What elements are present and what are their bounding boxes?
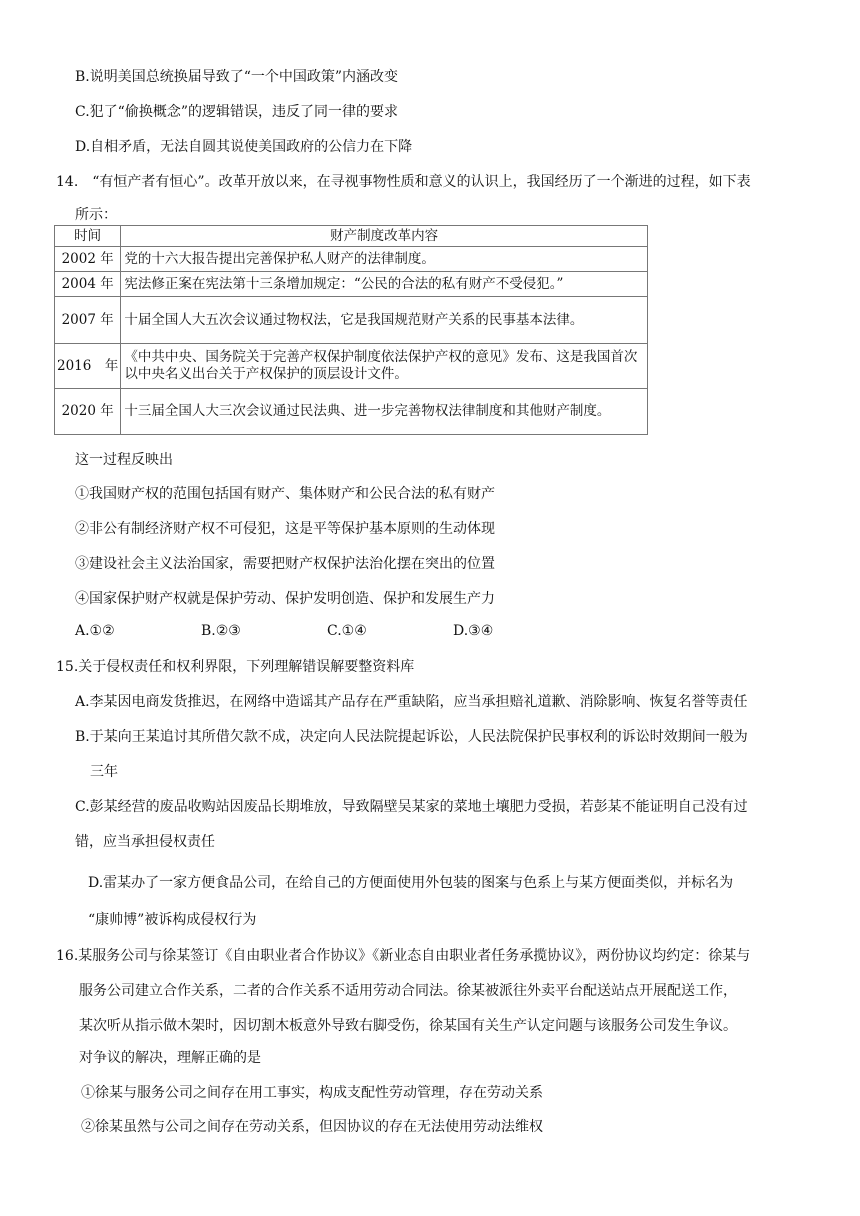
table-header-content: 财产制度改革内容 — [121, 226, 648, 247]
q16-line3: 某次听从指示做木架时，因切割木板意外导致右脚受伤，徐某国有关生产认定问题与该服务公司发生争议。 — [79, 1018, 737, 1034]
q15-option-b-cont: 三年 — [90, 764, 118, 780]
table-row — [55, 297, 648, 344]
q14-option-c: C.①④ — [327, 623, 367, 639]
property-reform-table — [54, 225, 648, 435]
q13-option-c: C.犯了“偷换概念”的逻辑错误，违反了同一律的要求 — [75, 104, 398, 120]
q16-line1: 16.某服务公司与徐某签订《自由职业者合作协议》《新业态自由职业者任务承揽协议》，两份协议均约定：徐某与 — [56, 948, 751, 964]
table-row — [55, 344, 648, 389]
table-cell-year: 2004 年 — [55, 272, 121, 297]
q14-item-4: ④国家保护财产权就是保护劳动、保护发明创造、保护和发展生产力 — [75, 591, 495, 607]
table-cell-content: 《中共中央、国务院关于完善产权保护制度依法保护产权的意见》发布、这是我国首次以中央名义出台关于产权保护的顶层设计文件。 — [121, 344, 648, 389]
q14-stem-line1: 14. “有恒产者有恒心”。改革开放以来，在寻视事物性质和意义的认识上，我国经历了一个渐进的过程，如下表 — [56, 174, 751, 190]
table-cell-content: 十届全国人大五次会议通过物权法，它是我国规范财产关系的民事基本法律。 — [121, 297, 648, 344]
q13-option-b: B.说明美国总统换届导致了“一个中国政策”内涵改变 — [75, 69, 399, 85]
q14-item-1: ①我国财产权的范围包括国有财产、集体财产和公民合法的私有财产 — [75, 486, 495, 502]
table-cell-year: 2020 年 — [55, 389, 121, 435]
table-cell-content: 十三届全国人大三次会议通过民法典、进一步完善物权法律制度和其他财产制度。 — [121, 389, 648, 435]
q14-stem-line2: 所示： — [75, 207, 117, 223]
table-header-row — [55, 226, 648, 247]
q14-option-d: D.③④ — [453, 623, 494, 639]
table-cell-content: 党的十六大报告提出完善保护私人财产的法律制度。 — [121, 247, 648, 272]
q14-option-a: A.①② — [75, 623, 115, 639]
q14-options — [75, 623, 579, 639]
table-header-time: 时间 — [55, 226, 121, 247]
table-row — [55, 389, 648, 435]
q13-option-d: D.自相矛盾，无法自圆其说使美国政府的公信力在下降 — [75, 139, 413, 155]
q14-item-2: ②非公有制经济财产权不可侵犯，这是平等保护基本原则的生动体现 — [75, 521, 495, 537]
q14-item-3: ③建设社会主义法治国家，需要把财产权保护法治化摆在突出的位置 — [75, 556, 495, 572]
q15-option-c: C.彭某经营的废品收购站因废品长期堆放，导致隔壁吴某家的菜地土壤肥力受损，若彭某不能证明自己没有过 — [75, 799, 748, 815]
q15-option-c-cont: 错，应当承担侵权责任 — [75, 834, 215, 850]
q15-option-a: A.李某因电商发货推迟，在网络中造谣其产品存在严重缺陷，应当承担赔礼道歉、消除影响、恢复名誉等责任 — [75, 694, 748, 710]
q16-line2: 服务公司建立合作关系，二者的合作关系不适用劳动合同法。徐某被派往外卖平台配送站点开展配送工作， — [79, 983, 737, 999]
q15-option-b: B.于某向王某追讨其所借欠款不成，决定向人民法院提起诉讼，人民法院保护民事权利的诉讼时效期间一般为 — [75, 729, 748, 745]
q14-option-b: B.②③ — [201, 623, 241, 639]
q15-option-d-cont: “康帅博”被诉构成侵权行为 — [88, 912, 257, 928]
table-row — [55, 247, 648, 272]
q16-line4: 对争议的解决，理解正确的是 — [79, 1050, 261, 1066]
q16-item-2: ②徐某虽然与公司之间存在劳动关系，但因协议的存在无法使用劳动法维权 — [81, 1119, 543, 1135]
q15-stem: 15.关于侵权责任和权利界限，下列理解错误解要整资料库 — [56, 659, 415, 675]
table-cell-content: 宪法修正案在宪法第十三条增加规定：“公民的合法的私有财产不受侵犯。” — [121, 272, 648, 297]
table-cell-year: 2007 年 — [55, 297, 121, 344]
q14-reflect: 这一过程反映出 — [75, 452, 173, 468]
table-cell-year: 2016 年 — [55, 344, 121, 389]
table-cell-year: 2002 年 — [55, 247, 121, 272]
table-row — [55, 272, 648, 297]
q16-item-1: ①徐某与服务公司之间存在用工事实，构成支配性劳动管理，存在劳动关系 — [81, 1085, 543, 1101]
q15-option-d: D.雷某办了一家方便食品公司，在给自己的方便面使用外包装的图案与色系上与某方便面类似，并标名为 — [88, 875, 734, 891]
